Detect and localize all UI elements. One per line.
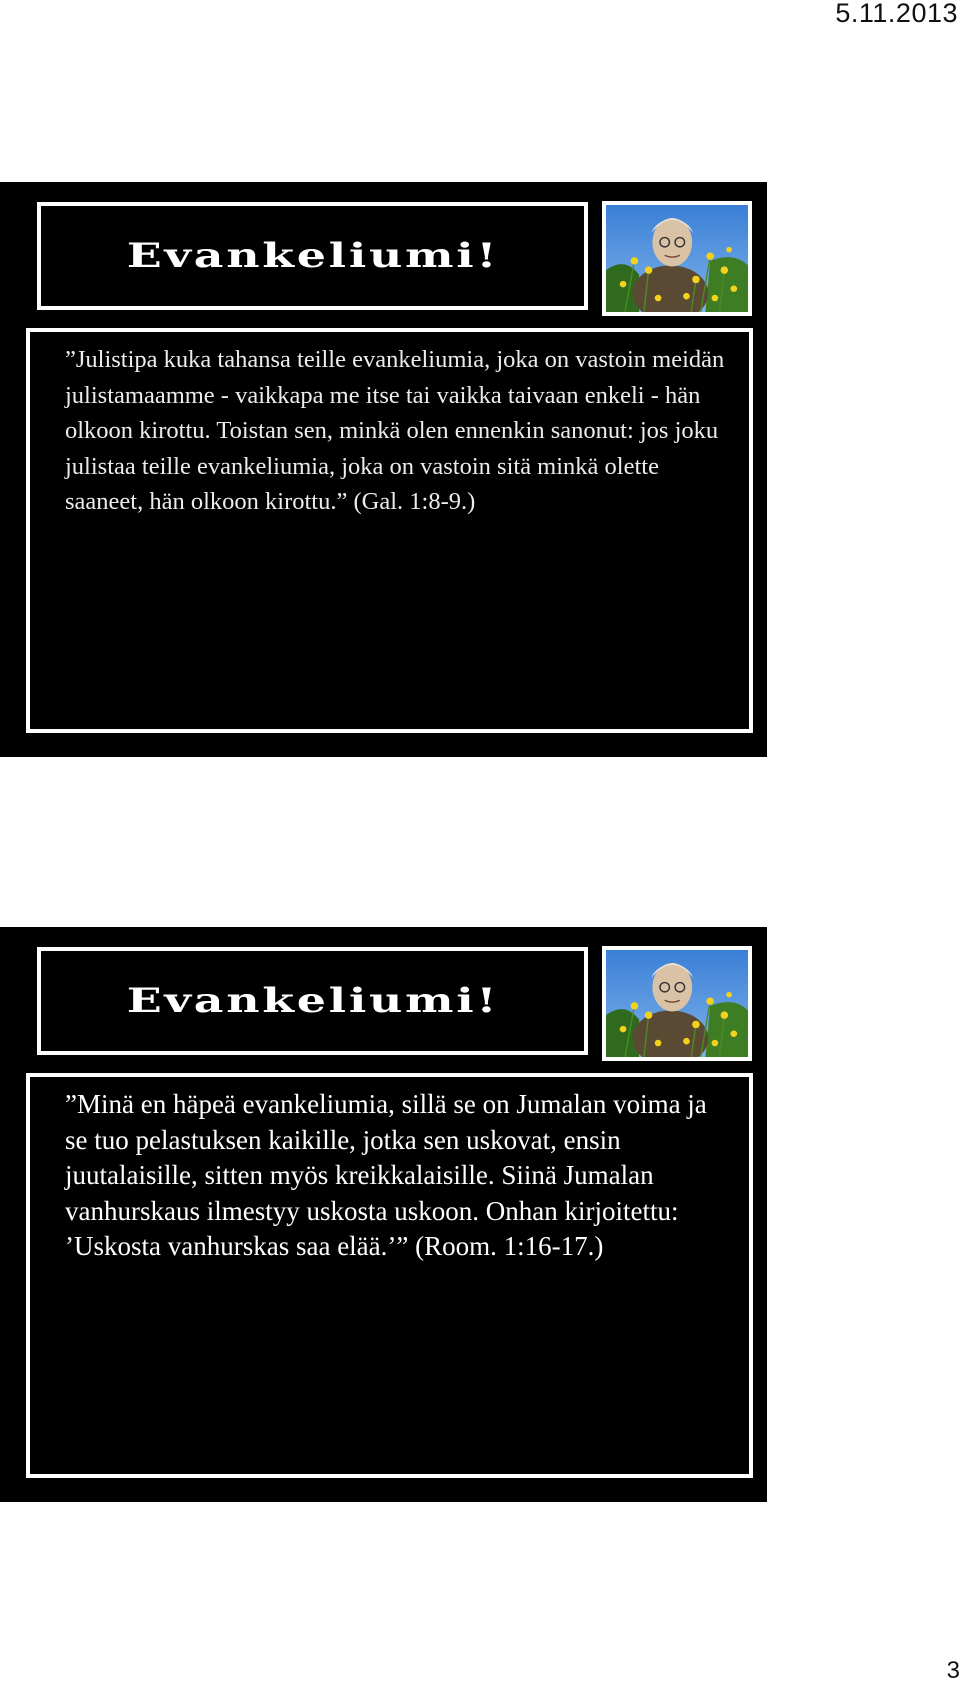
portrait-image (606, 205, 748, 312)
slide-body-text: ”Minä en häpeä evankeliumia, sillä se on Jumalan voima ja se tuo pelastuksen kaikille, jotka sen uskovat, ensin juutalaisille, sitten myös kreikkalaisille. Siinä Jumalan vanhurskaus ilmestyy uskosta uskoon. Onhan kirjoitettu: ’Uskosta vanhurskas saa elää.’” (Room. 1:16-17.) (65, 1089, 707, 1261)
slide-2 (0, 927, 767, 1502)
portrait-photo (602, 946, 752, 1061)
slide-title-box (37, 947, 588, 1055)
slide-title: Evankeliumi! (126, 981, 499, 1021)
slide-body-box (26, 328, 753, 733)
slide-1 (0, 182, 767, 757)
portrait-photo (602, 201, 752, 316)
slide-body-text: ”Julistipa kuka tahansa teille evankeliumia, joka on vastoin meidän julistamaamme - vaikkapa me itse tai vaikka taivaan enkeli - hän olkoon kirottu. Toistan sen, minkä olen ennenkin sanonut: jos joku julistaa teille evankeliumia, joka on vastoin sitä minkä olette saaneet, hän olkoon kirottu.” (Gal. 1:8-9.) (65, 346, 725, 515)
page-date: 5.11.2013 (835, 0, 958, 28)
page-number: 3 (946, 1657, 960, 1684)
portrait-image (606, 950, 748, 1057)
slide-title-box (37, 202, 588, 310)
slide-body-box (26, 1073, 753, 1478)
slide-title: Evankeliumi! (126, 236, 499, 276)
